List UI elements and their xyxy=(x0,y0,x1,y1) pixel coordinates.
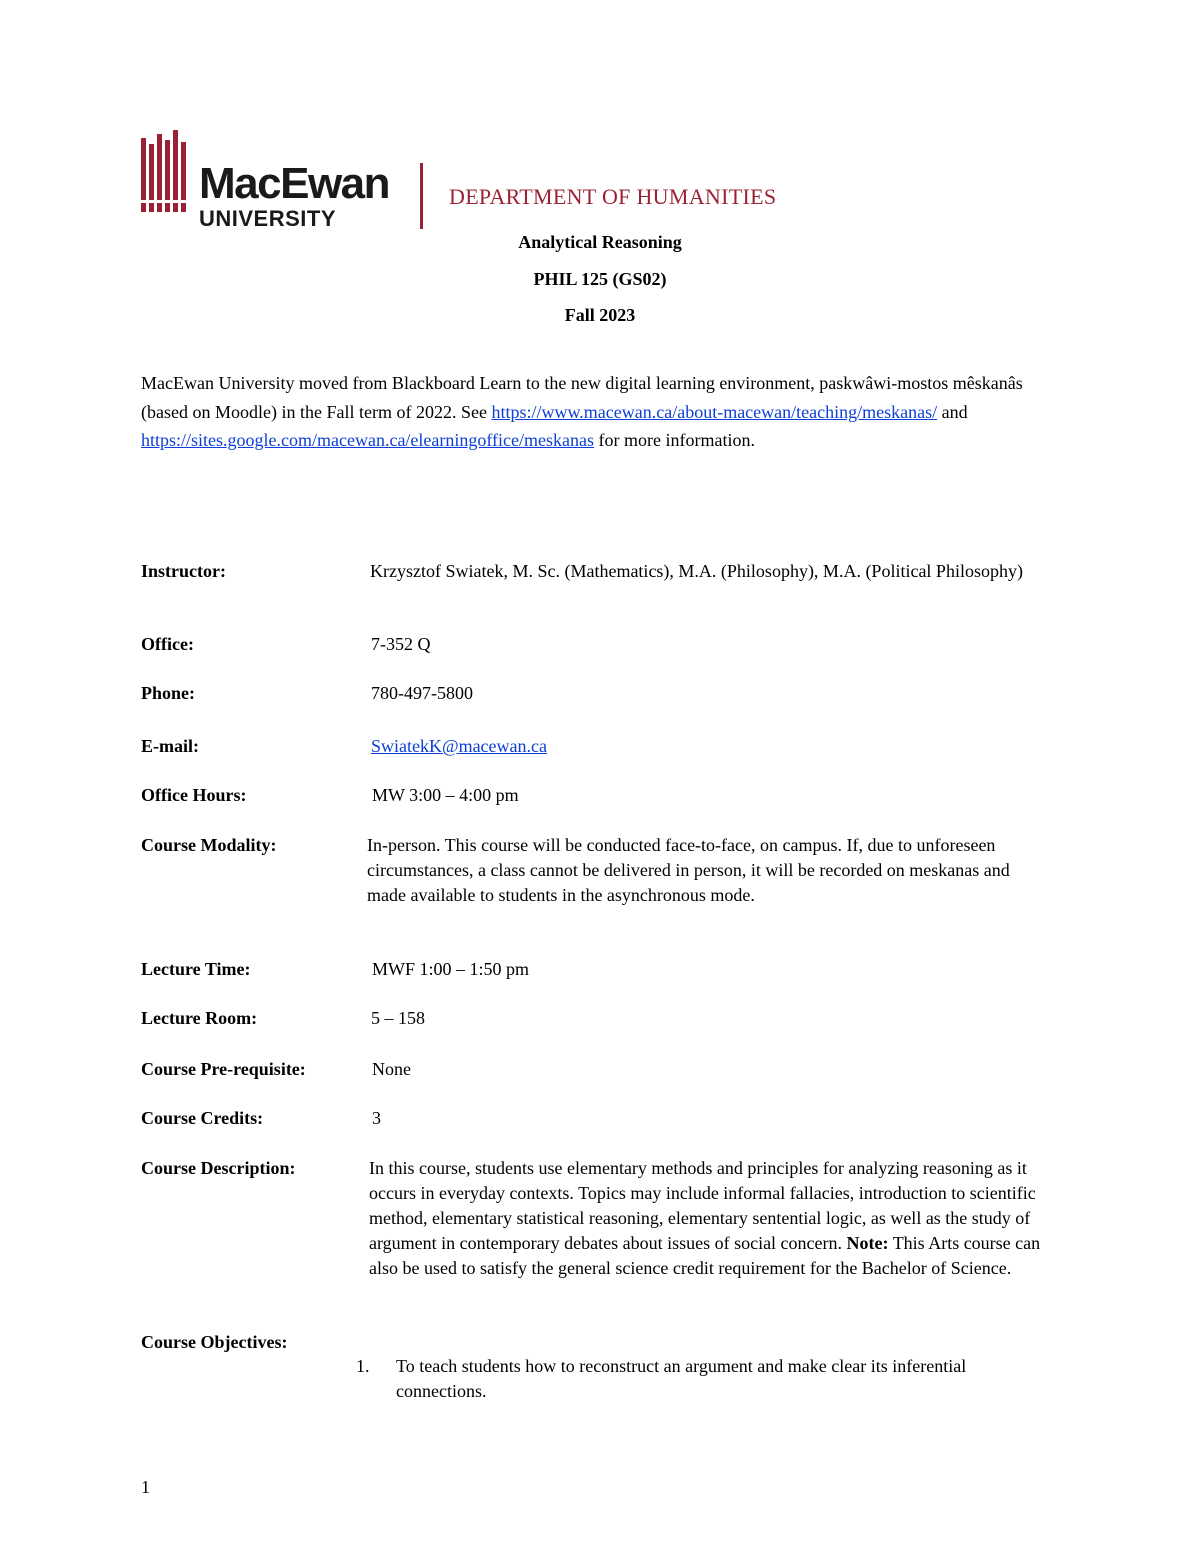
office-hours-label: Office Hours: xyxy=(141,785,247,805)
department-name: DEPARTMENT OF HUMANITIES xyxy=(449,184,777,209)
lecture-time-value: MWF 1:00 – 1:50 pm xyxy=(372,959,530,979)
course-title: Analytical Reasoning xyxy=(518,232,682,252)
description-note-label: Note: xyxy=(846,1233,889,1253)
course-modality-label: Course Modality: xyxy=(141,835,277,855)
instructor-value: Krzysztof Swiatek, M. Sc. (Mathematics), M.A. (Philosophy), M.A. (Political Philosophy) xyxy=(370,561,1023,581)
prerequisite-label: Course Pre-requisite: xyxy=(141,1059,306,1079)
elearning-office-link[interactable]: https://sites.google.com/macewan.ca/elearningoffice/meskanas xyxy=(141,430,595,450)
objective-text: To teach students how to reconstruct an argument and make clear its inferential connections. xyxy=(396,1356,967,1401)
macewan-humanities-logo xyxy=(141,130,841,230)
instructor-label: Instructor: xyxy=(141,561,226,581)
objective-number: 1. xyxy=(356,1356,370,1376)
office-value: 7-352 Q xyxy=(371,634,431,654)
intro-text: for more information. xyxy=(594,430,755,450)
office-label: Office: xyxy=(141,634,194,654)
description-text: In this course, students use elementary methods and principles for analyzing reasoning as it occurs in everyday contexts. Topics may include informal fallacies, introduction to scientific method, elementary statistical reasoning, elementary sentential logic, as well as the study of argument in contemporary debates about issues of social concern. xyxy=(369,1158,1036,1253)
intro-text: MacEwan University moved from Blackboard Learn to the new digital learning environment, paskwâwi-mostos mêskanâs (based on Moodle) in the Fall term of 2022. See xyxy=(141,373,1023,422)
intro-paragraph xyxy=(141,369,1053,455)
course-term: Fall 2023 xyxy=(564,305,636,325)
page-number: 1 xyxy=(141,1477,150,1497)
email-value xyxy=(371,734,1061,759)
lecture-room-value: 5 – 158 xyxy=(371,1008,425,1028)
logo-university: UNIVERSITY xyxy=(199,206,337,231)
macewan-logo-mark-icon xyxy=(141,130,191,212)
prerequisite-value: None xyxy=(372,1059,411,1079)
phone-label: Phone: xyxy=(141,683,195,703)
email-label: E-mail: xyxy=(141,736,199,756)
phone-value: 780-497-5800 xyxy=(371,683,473,703)
course-credits-value: 3 xyxy=(372,1108,381,1128)
course-description-label: Course Description: xyxy=(141,1158,296,1178)
course-code: PHIL 125 (GS02) xyxy=(533,269,667,289)
email-link[interactable]: SwiatekK@macewan.ca xyxy=(371,736,548,756)
logo-wordmark: MacEwan xyxy=(199,159,390,208)
list-item xyxy=(356,1354,1036,1404)
course-modality-value: In-person. This course will be conducted face-to-face, on campus. If, due to unforeseen circumstances, a class cannot be delivered in person, it will be recorded on meskanas and made available to students in the asynchronous mode. xyxy=(367,835,1010,905)
objectives-list xyxy=(356,1354,1036,1404)
meskanas-macewan-link[interactable]: https://www.macewan.ca/about-macewan/teaching/meskanas/ xyxy=(491,401,938,422)
logo-divider xyxy=(420,163,423,229)
description-note-text: This Arts course can also be used to satisfy the general science credit requirement for the Bachelor of Science. xyxy=(369,1233,1041,1278)
lecture-time-label: Lecture Time: xyxy=(141,959,251,979)
course-objectives-label: Course Objectives: xyxy=(141,1332,288,1352)
intro-text: and xyxy=(937,401,968,422)
course-description-value xyxy=(369,1156,1059,1281)
course-credits-label: Course Credits: xyxy=(141,1108,264,1128)
lecture-room-label: Lecture Room: xyxy=(141,1008,258,1028)
office-hours-value: MW 3:00 – 4:00 pm xyxy=(372,785,519,805)
